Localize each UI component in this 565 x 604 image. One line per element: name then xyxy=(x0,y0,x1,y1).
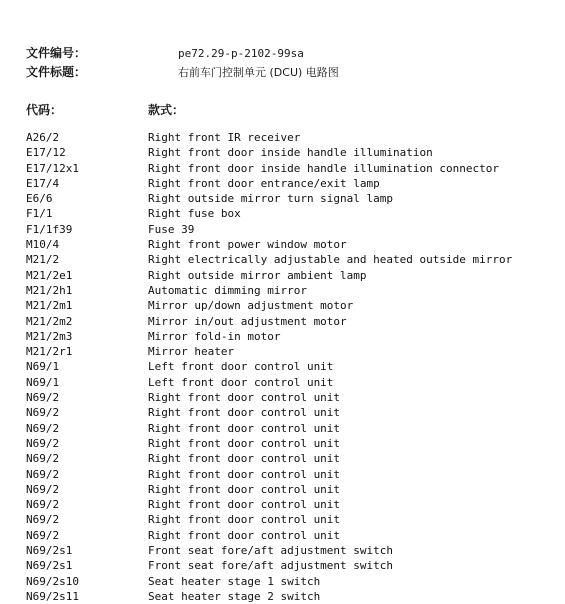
list-item xyxy=(26,482,556,497)
component-code: N69/2 xyxy=(26,498,60,512)
list-item xyxy=(26,405,556,420)
component-description: Right electrically adjustable and heated outside mirror xyxy=(148,253,513,267)
component-code: M21/2m2 xyxy=(26,314,73,328)
component-code: N69/2 xyxy=(26,467,60,481)
doc-title-value: 右前车门控制单元 (DCU) 电路图 xyxy=(178,66,339,79)
list-item xyxy=(26,252,556,267)
component-code: M21/2m3 xyxy=(26,329,73,343)
component-code: N69/2s11 xyxy=(26,589,79,603)
component-description: Front seat fore/aft adjustment switch xyxy=(148,544,394,558)
component-code: M21/2r1 xyxy=(26,345,73,359)
list-item xyxy=(26,574,556,589)
list-item xyxy=(26,467,556,482)
component-description: Right front door control unit xyxy=(148,528,341,542)
list-item xyxy=(26,191,556,206)
list-item xyxy=(26,237,556,252)
list-item xyxy=(26,314,556,329)
component-code: N69/2 xyxy=(26,406,60,420)
component-description: Left front door control unit xyxy=(148,360,334,374)
list-item xyxy=(26,206,556,221)
component-description: Left front door control unit xyxy=(148,375,334,389)
doc-title-row xyxy=(26,63,339,80)
code-column-header: 代码： xyxy=(26,103,63,117)
component-code: F1/1 xyxy=(26,207,53,221)
list-item xyxy=(26,329,556,344)
component-code: N69/2 xyxy=(26,436,60,450)
component-code: N69/2 xyxy=(26,513,60,527)
list-item xyxy=(26,375,556,390)
component-description: Right front door entrance/exit lamp xyxy=(148,176,380,190)
list-item xyxy=(26,543,556,558)
list-item xyxy=(26,145,556,160)
list-item xyxy=(26,359,556,374)
doc-number-row xyxy=(26,44,304,61)
list-item xyxy=(26,283,556,298)
list-item xyxy=(26,512,556,527)
list-item xyxy=(26,161,556,176)
list-item xyxy=(26,130,556,145)
component-description: Right front door control unit xyxy=(148,513,341,527)
component-code: F1/1f39 xyxy=(26,222,73,236)
component-code: N69/2 xyxy=(26,452,60,466)
component-description: Seat heater stage 2 switch xyxy=(148,589,321,603)
component-description: Right outside mirror turn signal lamp xyxy=(148,192,394,206)
component-code: N69/2s1 xyxy=(26,544,73,558)
list-item xyxy=(26,344,556,359)
list-item xyxy=(26,589,556,604)
component-code: N69/2 xyxy=(26,391,60,405)
component-description: Right front door inside handle illumination connector xyxy=(148,161,499,175)
list-item xyxy=(26,451,556,466)
component-description: Right front door control unit xyxy=(148,406,341,420)
component-code: E17/12 xyxy=(26,146,66,160)
list-item xyxy=(26,497,556,512)
component-description: Right front power window motor xyxy=(148,238,347,252)
component-code: N69/1 xyxy=(26,360,60,374)
component-code: N69/2 xyxy=(26,482,60,496)
component-description: Mirror heater xyxy=(148,345,235,359)
component-description: Right front door control unit xyxy=(148,421,341,435)
component-code: N69/1 xyxy=(26,375,60,389)
component-description: Mirror fold-in motor xyxy=(148,329,281,343)
component-code: M21/2e1 xyxy=(26,268,73,282)
list-item xyxy=(26,298,556,313)
component-description: Right front door control unit xyxy=(148,436,341,450)
list-item xyxy=(26,222,556,237)
component-code: A26/2 xyxy=(26,131,60,144)
component-description: Right front door control unit xyxy=(148,391,341,405)
component-code: N69/2s10 xyxy=(26,574,79,588)
component-description: Right front IR receiver xyxy=(148,131,301,144)
component-code: M21/2m1 xyxy=(26,299,73,313)
list-item xyxy=(26,436,556,451)
component-description: Mirror in/out adjustment motor xyxy=(148,314,347,328)
component-description: Right front door control unit xyxy=(148,498,341,512)
list-item xyxy=(26,390,556,405)
component-description: Front seat fore/aft adjustment switch xyxy=(148,559,394,573)
doc-number-label: 文件编号： xyxy=(26,46,87,60)
component-description: Right fuse box xyxy=(148,207,241,221)
list-item xyxy=(26,558,556,573)
component-description: Right outside mirror ambient lamp xyxy=(148,268,367,282)
list-item xyxy=(26,421,556,436)
component-code: M10/4 xyxy=(26,238,60,252)
component-description: Seat heater stage 1 switch xyxy=(148,574,321,588)
component-description: Fuse 39 xyxy=(148,222,195,236)
list-item xyxy=(26,268,556,283)
style-column-header: 款式： xyxy=(148,103,185,117)
list-item xyxy=(26,176,556,191)
component-description: Right front door control unit xyxy=(148,467,341,481)
doc-number-value: pe72.29-p-2102-99sa xyxy=(178,47,304,60)
component-description: Right front door inside handle illumination xyxy=(148,146,433,160)
doc-title-label: 文件标题： xyxy=(26,65,87,79)
component-description: Mirror up/down adjustment motor xyxy=(148,299,354,313)
component-code: M21/2h1 xyxy=(26,283,73,297)
component-code: N69/2 xyxy=(26,421,60,435)
component-description: Automatic dimming mirror xyxy=(148,283,307,297)
component-list xyxy=(26,130,556,604)
component-description: Right front door control unit xyxy=(148,452,341,466)
component-code: E17/4 xyxy=(26,176,60,190)
component-code: E6/6 xyxy=(26,192,53,206)
component-description: Right front door control unit xyxy=(148,482,341,496)
component-code: E17/12x1 xyxy=(26,161,79,175)
list-item xyxy=(26,528,556,543)
component-code: M21/2 xyxy=(26,253,60,267)
component-code: N69/2 xyxy=(26,528,60,542)
component-code: N69/2s1 xyxy=(26,559,73,573)
